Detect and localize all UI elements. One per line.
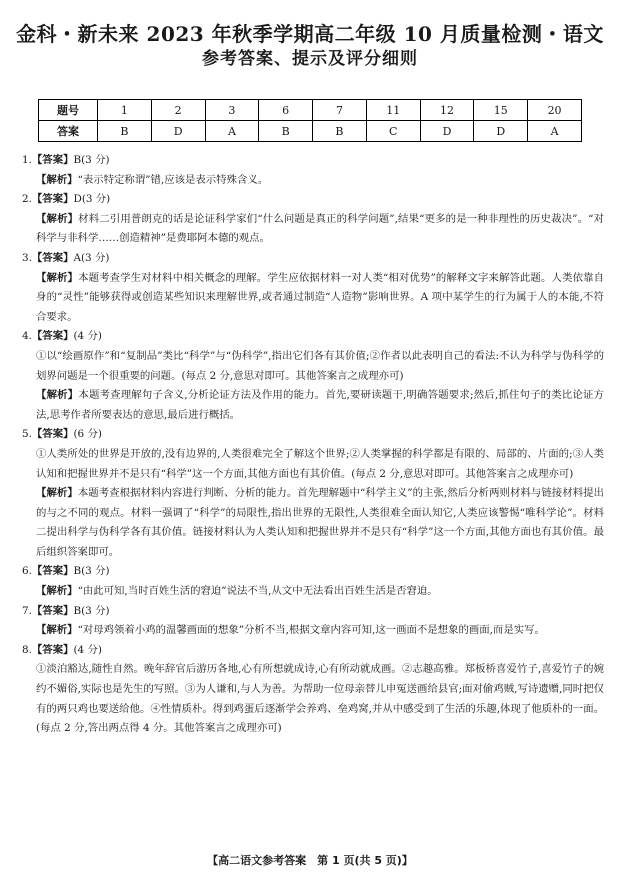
question-number-label: 8. xyxy=(22,643,32,656)
answer-table-question-row xyxy=(39,100,582,121)
question-1-explanation xyxy=(22,171,604,191)
question-5-answer xyxy=(22,425,604,445)
answer-value: D(3 分) xyxy=(73,193,111,206)
question-number: 1 xyxy=(98,100,152,121)
answer-value: (4 分) xyxy=(73,330,102,343)
page-footer: 【高二语文参考答案 第 1 页(共 5 页)】 xyxy=(207,854,413,867)
answer-cell: B xyxy=(259,121,313,142)
answer-tag: 【答案】 xyxy=(31,154,74,166)
answer-table-answer-row xyxy=(39,121,582,142)
question-number: 6 xyxy=(259,100,313,121)
question-4-answer-body: ①以“绘画原作”和“复制品”类比“科学”与“伪科学”,指出它们各有其价值;②作者以此表明自己的看法:不认为科学与伪科学的划界问题是一个很重要的问题。(每点 2 分,意思对即可。其他答案言之成理亦可) xyxy=(36,349,604,382)
question-5-explanation xyxy=(22,484,604,562)
answer-cell: B xyxy=(313,121,367,142)
answer-tag: 【答案】 xyxy=(31,428,74,441)
question-number: 20 xyxy=(528,100,582,121)
question-3-answer xyxy=(22,249,604,269)
explanation-tag: 【解析】 xyxy=(36,271,79,284)
explanation-text: “由此可知,当时百姓生活的窘迫”说法不当,从文中无法看出百姓生活是否窘迫。 xyxy=(77,585,438,598)
question-1-answer xyxy=(22,151,604,171)
question-number-label: 2. xyxy=(22,193,32,206)
question-6-explanation xyxy=(22,582,604,602)
question-number-label: 5. xyxy=(22,428,32,441)
answer-value: A(3 分) xyxy=(73,251,110,264)
explanation-tag: 【解析】 xyxy=(36,487,78,500)
question-number-label: 7. xyxy=(22,604,32,617)
question-7-answer xyxy=(22,602,604,622)
answer-cell: D xyxy=(151,121,205,142)
answer-tag: 【答案】 xyxy=(31,643,74,656)
question-3-explanation xyxy=(22,269,604,328)
page-subtitle: 参考答案、提示及评分细则 xyxy=(202,49,418,69)
question-number: 7 xyxy=(313,100,367,121)
explanation-text: 本题考查理解句子含义,分析论证方法及作用的能力。首先,要研读题干,明确答题要求;然后,抓住句子的类比论证方法,思考作者所要表达的意思,最后进行概括。 xyxy=(36,389,605,421)
question-number-label: 1. xyxy=(22,154,32,166)
question-2-answer xyxy=(22,190,604,210)
explanation-tag: 【解析】 xyxy=(36,624,78,637)
question-number-label: 6. xyxy=(22,565,32,578)
row-label-answer: 答案 xyxy=(39,121,98,142)
answer-cell: D xyxy=(420,121,474,142)
question-7-explanation xyxy=(22,621,604,641)
answer-value: (4 分) xyxy=(73,643,102,656)
answer-explanations xyxy=(22,151,604,739)
answer-value: B(3 分) xyxy=(73,604,110,617)
row-label-question: 题号 xyxy=(39,100,98,121)
question-8-answer-body: ①淡泊豁达,随性自然。晚年辞官后游历各地,心有所想就成诗,心有所动就成画。②志趣高雅。郑板桥喜爱竹子,喜爱竹子的婉约不媚俗,实际也是先生的写照。③为人谦和,与人为善。为帮助一位母亲替儿申冤送画给县官;面对偷鸡贼,写诗遗赠,同时把仅有的两只鸡也要送给他。④性情质朴。得到鸡蛋后逐渐学会养鸡、垒鸡窝,并从中感受到了生活的乐趣,体现了他质朴的一面。(每点 2 分,答出两点得 4 分。其他答案言之成理亦可) xyxy=(36,663,604,735)
question-4-explanation xyxy=(22,386,604,425)
explanation-tag: 【解析】 xyxy=(36,212,79,225)
answer-cell: A xyxy=(205,121,259,142)
question-number: 15 xyxy=(474,100,528,121)
answer-tag: 【答案】 xyxy=(31,565,74,578)
question-2-explanation xyxy=(22,210,604,249)
question-number: 2 xyxy=(151,100,205,121)
question-5-answer-body: ①人类所处的世界是开放的,没有边界的,人类很难完全了解这个世界;②人类掌握的科学都是有限的、局部的、片面的;③人类认知和把握世界并不是只有“科学”这一个方面,其他方面也有其价值。(每点 2 分,意思对即可。其他答案言之成理亦可) xyxy=(36,447,604,480)
question-number: 3 xyxy=(205,100,259,121)
answer-tag: 【答案】 xyxy=(31,193,74,206)
question-number-label: 4. xyxy=(22,330,32,343)
answer-value: B(3 分) xyxy=(73,154,110,166)
page-title: 金科・新未来 2023 年秋季学期高二年级 10 月质量检测・语文 xyxy=(16,22,604,46)
answer-value: B(3 分) xyxy=(73,565,110,578)
explanation-text: “对母鸡领着小鸡的温馨画面的想象”分析不当,根据文章内容可知,这一画面不是想象的画面,而是实写。 xyxy=(77,624,545,637)
question-8-answer xyxy=(22,641,604,661)
answer-tag: 【答案】 xyxy=(31,330,74,343)
answer-value: (6 分) xyxy=(73,428,102,441)
answer-cell: A xyxy=(528,121,582,142)
answer-cell: B xyxy=(98,121,152,142)
answer-cell: C xyxy=(366,121,420,142)
question-number: 12 xyxy=(420,100,474,121)
question-number-label: 3. xyxy=(22,251,32,264)
explanation-text: 本题考查根据材料内容进行判断、分析的能力。首先理解题中“科学主义”的主张,然后分析两则材料与链接材料提出的与之不同的观点。材料一强调了“科学”的局限性,指出世界的无限性,人类很难全面认知它,人类应该警惕“唯科学论”。材料二提出科学与伪科学各有其价值。链接材料认为人类认知和把握世界并不是只有“科学”这一个方面,其他方面也有其价值。最后组织答案即可。 xyxy=(36,487,605,558)
answer-tag: 【答案】 xyxy=(31,604,74,617)
answer-table xyxy=(38,99,582,142)
explanation-tag: 【解析】 xyxy=(36,389,79,402)
answer-tag: 【答案】 xyxy=(31,251,74,264)
explanation-tag: 【解析】 xyxy=(36,585,78,598)
question-6-answer xyxy=(22,562,604,582)
explanation-text: 本题考查学生对材料中相关概念的理解。学生应依据材料一对人类“相对优势”的解释文字来解答此题。人类依靠自身的“灵性”能够获得或创造某些知识来理解世界,或者通过制造“人造物”影响世界。A 项中某学生的行为属于人的本能,不符合要求。 xyxy=(36,271,604,323)
answer-cell: D xyxy=(474,121,528,142)
question-number: 11 xyxy=(366,100,420,121)
explanation-text: 材料二引用普朗克的话是论证科学家们“什么问题是真正的科学问题”,结果“更多的是一种非理性的历史裁决”。“对科学与非科学……创造精神”是费耶阿本德的观点。 xyxy=(36,212,605,245)
explanation-tag: 【解析】 xyxy=(36,173,78,186)
explanation-text: “表示特定称谓”错,应该是表示特殊含义。 xyxy=(77,173,269,186)
question-4-answer xyxy=(22,327,604,347)
